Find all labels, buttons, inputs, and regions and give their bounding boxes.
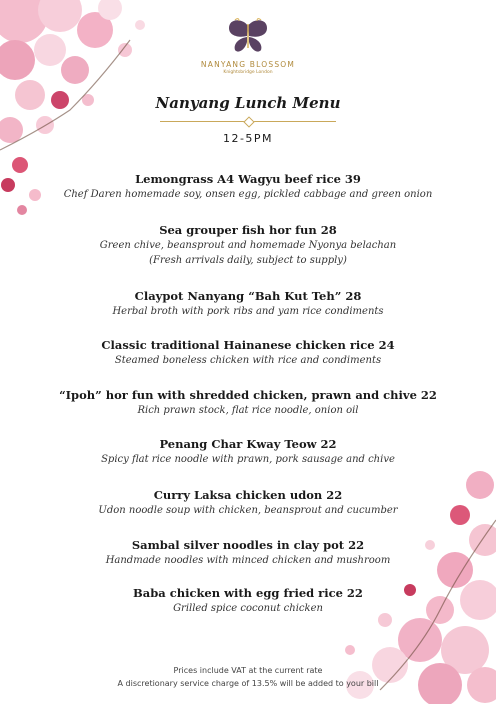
menu-item-description: Green chive, beansprout and homemade Nyonya belachan [99, 240, 397, 251]
menu-item-note: (Fresh arrivals daily, subject to supply) [149, 255, 347, 266]
menu-item-description: Steamed boneless chicken with rice and condiments [114, 355, 382, 366]
menu-item [30, 388, 466, 418]
menu-item-name: Curry Laksa chicken udon 22 [153, 488, 343, 502]
menu-item-name: Classic traditional Hainanese chicken rice 24 [101, 338, 395, 352]
brand-logo [0, 18, 496, 75]
menu-item [30, 538, 466, 568]
menu-item [30, 488, 466, 518]
menu-item-name: Sambal silver noodles in clay pot 22 [131, 538, 365, 552]
footer-notes [0, 664, 496, 690]
menu-item-description: Udon noodle soup with chicken, beansprout and cucumber [98, 505, 398, 516]
menu-item-description: Herbal broth with pork ribs and yam rice condiments [112, 306, 384, 317]
menu-item-name: Penang Char Kway Teow 22 [159, 437, 337, 451]
menu-item-name: Baba chicken with egg fried rice 22 [133, 586, 363, 600]
menu-item-name: “Ipoh” hor fun with shredded chicken, prawn and chive 22 [59, 388, 437, 402]
menu-item-description: Grilled spice coconut chicken [173, 603, 323, 614]
menu-item [30, 437, 466, 467]
menu-item-description: Rich prawn stock, flat rice noodle, onion oil [137, 405, 359, 416]
brand-name: NANYANG BLOSSOM [200, 60, 296, 69]
menu-title: Nanyang Lunch Menu [155, 94, 341, 112]
menu-item-name: Claypot Nanyang “Bah Kut Teh” 28 [134, 289, 362, 303]
serving-time: 12-5PM [222, 132, 274, 145]
menu-item [30, 338, 466, 368]
butterfly-icon [0, 18, 496, 56]
menu-item [30, 223, 466, 268]
divider-ornament [243, 116, 254, 127]
menu-item-name: Sea grouper fish hor fun 28 [159, 223, 337, 237]
service-charge-note: A discretionary service charge of 13.5% will be added to your bill [117, 679, 379, 688]
menu-item-description: Chef Daren homemade soy, onsen egg, pickled cabbage and green onion [63, 189, 433, 200]
menu-item-description: Spicy flat rice noodle with prawn, pork sausage and chive [101, 454, 395, 465]
menu-item-name: Lemongrass A4 Wagyu beef rice 39 [135, 172, 361, 186]
menu-item [30, 289, 466, 319]
menu-item-description: Handmade noodles with minced chicken and mushroom [105, 555, 391, 566]
menu-item [30, 586, 466, 616]
brand-location: Knightsbridge London [223, 70, 273, 75]
vat-note: Prices include VAT at the current rate [173, 666, 323, 675]
menu-item [30, 172, 466, 202]
